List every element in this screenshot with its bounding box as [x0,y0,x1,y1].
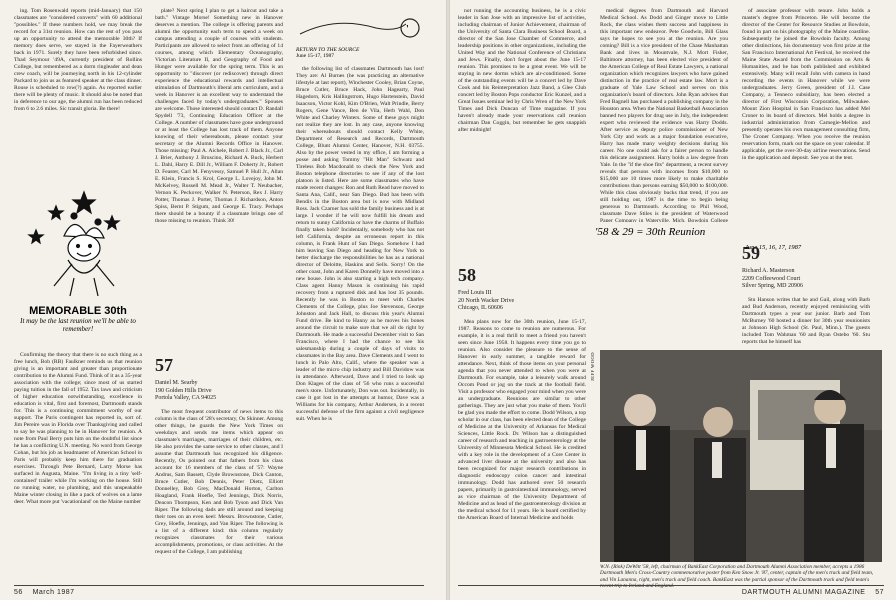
memorable-title: MEMORABLE 30th [29,305,127,317]
photo-caption: W.N. (Rink) DeWitt '58, left, chairman of BankEast Corporation and Dartmouth Alumni Association member, accepts a 1986 Dartmouth Men's Cross-Country commemorative poster from Ken Snow Jr. '87, center, captain of the men's track and field team, and Vin Lananna, right, men's track and field coach. BankEast was the partial sponsor of the Dartmouth track and field team's recent trip to Ireland and England. [600,564,874,590]
right-col2 [600,8,728,222]
class-58-secretary: Fred Louis III [458,290,492,296]
reunion-date: June 15, 16, 17, 1987 [745,244,802,251]
insignia-title: RETURN TO THE SOURCE [296,47,360,53]
class-59-section [742,240,870,346]
class-59-number: 59 [742,243,760,263]
photo-credit: JEFF WOOD [590,352,595,382]
class-59-secretary: Richard A. Masterson [742,268,795,274]
award-photo [600,350,882,562]
class-57-text: The most frequent contributor of news items to this column is the class of '28's secretary, Os Skinner. Among other things, he guards the New York Times on weekdays and sends me items which appear on classmate's marriages, marriages of their children, etc. He also provides the same service to other classes, and I assume that Dartmouth has recognized his diligence. Recently, Os pointed out that fathers from his class account for 16 members of the class of '57: Wayne Andrus, Sam Bassett, Clyde Brownstone, Dick Canton, Bruce Cutler, Bob Dennis, Peter Dietz, Elliott Donnelley, Bob Grey, MacDonald Horton, Carlton Hoagland, Frank Hoefle, Ted Jennings, Dick Norris, Deacon Thompson, Ken and Bob Tyson and Dick Van Riper. The following dads are still around and keeping their toes on an even keel: Messrs. Brownstone, Cutler, Grey, Hoefle, Jennings, and Van Riper. The following is a list of a different kind: this column regularly recognizes classmates for their various accomplishments, promotions, or class activities. At the request of the College, I am publishing [155,408,283,555]
left-page-number: 56 [14,589,23,596]
class-57-number: 57 [155,355,173,375]
right-footer-rule [458,585,884,586]
left-col3 [296,66,424,578]
svg-text:': ' [406,24,409,35]
class-58-section [458,262,586,580]
three-men-photo-image [600,350,882,562]
class-58-city: Chicago, IL 60606 [458,305,503,311]
class-58-street: 20 North Wacker Drive [458,297,515,304]
left-col1-top [14,8,142,186]
memorable-30th-cartoon [14,186,142,341]
class-57-city: Portola Valley, CA 94025 [155,395,217,401]
right-col1-top-text: not running the accounting business, he is a civic leader in San Jose with an impressive list of activities, including chairman of Junior Achievement, chairman of the University of Santa Clara Business School Board, a director of the San Jose Chamber of Commerce, and leadership positions in other organizations, including the United Way and the National Conference of Christians and Jews. Finally, don't forget about the June 15-17 reunion. This promises to be a great event. We will be staying in new dorms which are air-conditioned. Some of the outstanding events will be a concert led by Dave Cook and his Reinterpretation Jazz Band, a Glee Club concert led by Boston Pops conductor Eric Kunzel, and a Great Issues seminar led by Chris Wren of the New York Times and Dick Duncan of Time magazine. If you haven't already made your reservations call reunion chairman Dan Coggin, but remember he gets snappish after midnight! [458,8,586,133]
left-col2-top-text: plate? Next spring I plan to get a haircut and take a bath." Vintage Morse! Something new in Hanover deserves a mention. The college is offering parents and alumni the opportunity each term to spend a week on campus attending a couple of courses with students. Participants are allowed to select from an offering of 14 courses, among which Elementary Oceanography, Victorian Literature II, and Geography of Food and Hunger were available for the spring term. This is an opportunity to "discover (or rediscover) through direct experience the educational rewards and intellectual stimulation of Dartmouth's liberal arts curriculum, and a week in Hanover is an excellent way to understand the challenges faced by today's undergraduates." Spouses are welcome. Those interested should contact D. Randall Spydell '73, Continuing Education Officer at the College. A number of classmates have gone underground or at least the College has lost track of them. Anyone knowing of their whereabouts, please contact your secretary or the Alumni Records Office in Hanover. Those missing: Paul A. Aichele, Robert J. Black Jr., Carl J. Brier, Anthony J. Bruscino, Richard A. Buck, Herbert L. Dahl, Harry E. Dill Jr., William F. Doherty Jr., Robert D. Feaster, Carl M. Fenyvessy, Samuel P. Hull Jr., Allan E. Klein, Francis S. Krol, George L. Lovejoy, John M. McKelvey, Russell M. Mead Jr., Walter T. Neubacher, Vernon K. Peckover, Walker N. Peterson, Rex J. Harry Potter, Thomas J. Porter, Thomas J. Richardson, Anton Spiss, Bernt P. Stigum, and George E. Tracy. Perhaps there should be a bounty if a classmate brings one of those missing to reunion. Think 30! [155,8,283,224]
right-col3-top-text: of associate professor with tenure. John holds a master's degree from Princeton. He will become the director of the Center for Resource Studies at Bowdoin, found in part on his photography of the Maine coastline. Subsequently he joined the Bowdoin faculty. Among other distinctions, his documentary won first prize at the San Francisco International Art Festival, he received the Maine State Award from the Commission on Arts & Humanities, and he has both published and exhibited extensively. Many will recall John with camera in hand recording the events in Hanover while we were undergraduates. Jerry Green, president of J.I. Case Company, a Tenneco subsidiary, has been elected a director of First Wisconsin Corporation, Milwaukee. Mount Zion Hospital in San Francisco has added Mel Croner to its board of directors. Mel holds a degree in industrial administration from Carnegie-Mellon and presently operates his own management consulting firm, The Croner Company. When you receive the reunion reservation form, mark out the space on your calendar. If applicable, get the over-30-day airline reservations. Send in the application and deposit. See you at the tent. [742,8,870,161]
class-59-text: Stu Hanson writes that he and Gail, along with Barb and Bud Anderson, recently enjoyed reminiscing with Dartmouth types a year our junior. Barb and Tom McBurney '60 hosted a dinner for 30th year reunionists at Johnson High School (St. Paul, Minn.). The guests included Tom Wahman '60 and Ryan Ostebo '60. Stu reports that he himself has [742,296,870,345]
class-59-street: 2209 Coffeewood Court [742,275,801,282]
class-58-text: Mea plans now for the 30th reunion, June 15-17, 1987. Reasons to come to reunion are numerous. For example, it is a real thrill to meet a friend you haven't seen since June 1958. It happens every time you go to reunion. Also consider the pleasure to the sense of Hanover in early summer, a tangible reward for attendance. Next, think of those items on your personal agenda that you never attended to when you were at Dartmouth. For example, take a leisurely walk around Occom Pond or jog on the track at the football field. Visit a professor who engaged your mind when you were an undergraduate. Reunions are similar to other gatherings. They are just what you make of them. You'll be glad you made the effort to come. Dodd Wilson, a top scholar in our class, has been elected dean of the College of Medicine at the University of Arkansas for Medical Sciences, Little Rock. Dr. Wilson has a distinguished career of research and teaching in gastroenterology at the University of Minnesota Medical School. He is credited with a key role in the development of a Core Center in advanced liver disease at the university and also has been recognized for major research contributions in diagnostic endoscopy colon cancer and intestinal immunology. Dodd has authored over 50 research papers, primarily in gastrointestinal immunology, served as vice chairman of the University Department of Medicine and as head of the gastroenterology division at the medical school for 11 years. He is board certified by the American Board of Internal Medicine and holds [458,318,586,521]
class-58-address [458,290,586,313]
left-col1-bottom [14,352,142,577]
insignia-date: June 15-17, 1987 [296,53,335,59]
class-59-address [742,268,870,291]
left-col2-top [155,8,283,348]
return-to-source-insignia [296,12,424,60]
class-57-section [155,352,283,580]
right-col3-top [742,8,870,222]
right-footer-magazine: DARTMOUTH ALUMNI MAGAZINE [741,589,866,596]
left-footer [14,589,75,596]
class-58-number: 58 [458,265,476,285]
reunion-logo-icon [296,12,424,42]
class-57-address [155,380,283,403]
left-page [0,0,446,600]
left-footer-month: March 1987 [32,589,75,596]
memorable-subtitle: It may be the last reunion we'll be able to remember! [20,317,136,333]
right-footer [742,589,884,596]
class-57-secretary: Daniel M. Searby [155,380,198,386]
jester-illustration [14,186,142,298]
class-59-city: Silver Spring, MD 20906 [742,283,804,289]
left-col1-bottom-text: Confirming the theory that there is no such thing as a free lunch, Bob (RB) Faulkner reminds us that reunion giving is an important and greater than proportionate contribution to the Alumni Fund. Think of it as a 35-year association with the college; since most of us started paying tuition in the fall of 1952. Tax laws and criticism of higher education notwithstanding, excellence in education is vital, first and foremost, Dartmouth stands for. This is a continuing commitment worthy of our support. The Paris contingent has reported in, sort of. Jim Pereire was in Florida over Thanksgiving and called to say he was planning to be in Hanover for reunion. A note from Paul Berry puts him on the doubtful list since he has a conflicting U.N. meeting. No word from George Cohan, but his job as headmaster of American School in Paris will probably keep him there for graduation exercises. Through Pete Bernard, Larry Morse has surfaced in Augusta, Maine. "I'm living in a tiny 'self-contained' trailer while I'm working on the house. Still no running water, no plumbing, and this unspeakable Maine winter closing in like a pack of wolves on a lame deer. What more put 'vacationland' on the Maine number [14,352,142,505]
right-col1-top [458,8,586,222]
left-col3-text: the following list of classmates Dartmouth has lost! They are: Al Burnes (he was practicing an alternative lifestyle at last report), Winchester Cooley, Brian Coyne, Bruce Cutler, Bruce Hack, John Hagearty, Paul Hagedorn, Kris Hallingstrom, Hugo Hartenstein, David Isaacson, Victor Kohl, Kim O'Brien, Walt Prindle, Berry Rogers, Gene Vance, Ben de Vila, Herb Wahl, Don White and Charley Winters. Some of these guys might not realize they are lost. In any case, anyone knowing their whereabouts should contact Kelly White, Department of Research and Records, Dartmouth College, Blunt Alumni Center, Hanover, N.H. 03755. Also by the power vested in my office, I am forming a posse and asking Tommy "Hit Man" Schwarz and Tireless Bob Macdonald to check the New York and Boston telephone directories to see if any of the lost platoon is listed. Here are some classmates who have made recent changes: Ron and Ruth Read have moved to Santa Ana, Calif., near San Diego. Bud has been with Bendix in the Boston area but is now with Midland Ross. Jack Czarner has sold the family business and is at large. I wonder if he will now fulfill his dream and return to sunny California or have the charms of Buffalo finally taken hold? Incidentally, somebody who has not left California, despite an erroneous report in this column, is Frank Hunt of San Diego. Somehow I had him leaving San Diego and heading for New York to better discharge the responsibilities he has as a national director of Deloitte, Haskins and Sells. Sorry! On the other coast, John and Karen Donnelly have moved into a new house. John is also starting a high tech company. Class agent Hanny Mason is continuing his rapid recovery from a ruptured disk and has lost 35 pounds. Recently he was in Boston to meet with Charles Clements of the College, plus Joe Stevenson, George Johnston and Jack Hall, to discuss this year's Alumni Fund drive. Be kind to Hanny as he moves his bones around the circuit to make sure that we all do right by Dartmouth. He made a successful December visit to San Francisco, where I had the chance to see his salesmanship during a couple of days of visits to classmates in the Bay area. Dave Clements and I went to lunch in Palo Alto, Calif., where the speaker was a leader of the micro chip industry and Bill Davidow was in attendance. Afterward, Dave and I tried to look up Don Klages of the class of '56 who runs a successful men's store. Unfortunately, Don was out. Incidentally, in case it got lost in the attempts at humor, Dave was a Williams for his company, Arthur Andersen, in a recent successful defense of the firm against a civil negligence suit. When he is [296,66,424,422]
class-57-street: 190 Golden Hills Drive [155,387,212,394]
left-col1-top-text: ing. Tom Rosenwald reports (mid-January) that 150 classmates are "considered converts" with 60 additional "possibles." If these numbers hold, we may break the record for a 31st reunion. How can the rest of you pass up an opportunity to attend the memorable 30th? If memory does serve, we stayed in the Fayerweathers back in 1971. Surely they have been refurbished since. Thad Seymour '49A, currently president of Rollins College, but remembered as a dorm ringleader and dean crew coach, will be journeying north in his 12-cylinder Packard to join us as featured speaker at the class dinner. Rouse is scheduled to row(?) again. As reported earlier there will be plenty of music. It should also be noted that in deference to our age, the alumni run has been reduced from 6 to 2.6 miles. Sic transit gloria. Be there! [14,8,142,112]
right-page-number: 57 [875,589,884,596]
right-col2-text: medical degrees from Dartmouth and Harvard Medical School. As Dodd and Ginger move to Little Rock, the class wishes them success and happiness in this important new endeavor. Pete Goodwin, Bill Glass says he hopes to see you at the reunion. Are you coming? Bill is a vice president of the Chase Manhattan Bank and lives in Mountvale, N.J. Mort Fisher, Baltimore attorney, has been elected vice president of the American College of Real Estate Lawyers, a national organization which recognizes lawyers who have gained distinction in the practice of real estate law. Mort is a graduate of Yale Law School and serves on this organization's board of directors. John Ryan advises that Fred Bagnell has purchased a publishing company in the Houston area. When the National Basketball Association banned two players for drug use in July, the independent expert who reviewed the evidence was Harry Dodds. After service as deputy police commissioner of New York City and work as a major foundation executive, Harry has made many weighty decisions during his career. No one could ask for a fairer person to handle this delicate assignment. Harry holds a law degree from Yale. In the "if the shoe fits" department, a recent survey reveals that persons with incomes from $10,000 to $15,000 are 10 times more likely to make charitable contributions than persons earning $50,000 to $100,000. While this class obviously bucks that trend, if you are still holding out, 1987 is the time to begin being generous to Dartmouth. According to Phil Wood, classmate Dave Stiles is the president of Waterwood Paper Company in Waterville, Mich. Bowdoin College [600,8,728,222]
left-footer-rule [14,585,424,586]
reunion-heading: '58 & 29 = 30th Reunion [595,226,706,238]
